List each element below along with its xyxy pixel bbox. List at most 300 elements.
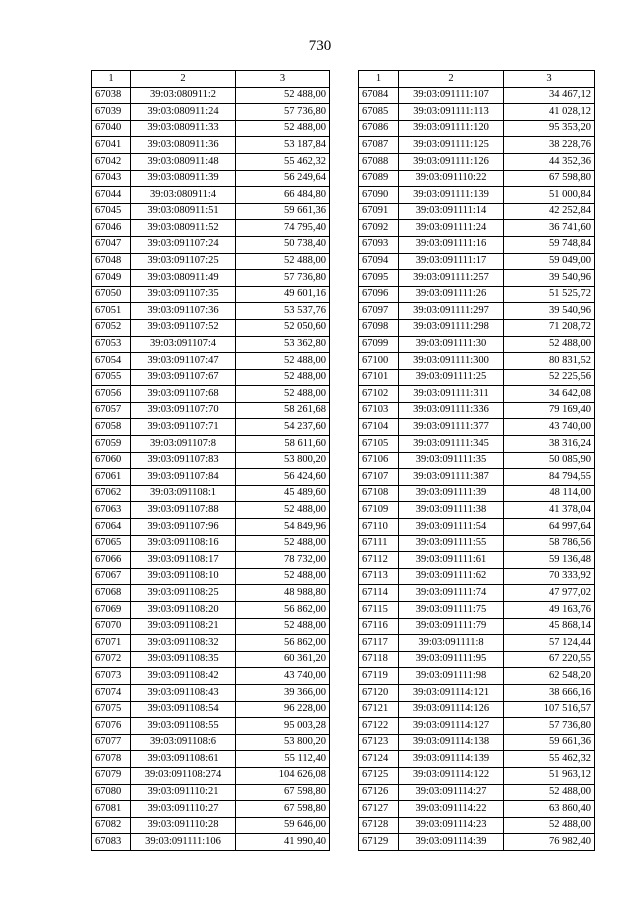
table-row xyxy=(92,751,330,768)
row-number-cell: 67103 xyxy=(359,402,399,419)
row-number-cell: 67058 xyxy=(92,419,131,436)
table-row xyxy=(92,369,330,386)
row-number-cell: 67076 xyxy=(92,718,131,735)
table-row xyxy=(359,286,595,303)
value-cell: 39 540,96 xyxy=(504,303,595,320)
cadastral-number-cell: 39:03:091114:126 xyxy=(399,701,504,718)
row-number-cell: 67080 xyxy=(92,784,131,801)
table-row xyxy=(92,386,330,403)
table-row xyxy=(359,485,595,502)
row-number-cell: 67049 xyxy=(92,270,131,287)
row-number-cell: 67108 xyxy=(359,485,399,502)
cadastral-number-cell: 39:03:080911:24 xyxy=(131,104,236,121)
cadastral-number-cell: 39:03:091107:35 xyxy=(131,286,236,303)
row-number-cell: 67127 xyxy=(359,801,399,818)
table-row xyxy=(359,137,595,154)
cadastral-number-cell: 39:03:091111:54 xyxy=(399,519,504,536)
row-number-cell: 67124 xyxy=(359,751,399,768)
table-row xyxy=(92,137,330,154)
table-row xyxy=(359,651,595,668)
value-cell: 66 484,80 xyxy=(236,187,330,204)
cadastral-number-cell: 39:03:091111:113 xyxy=(399,104,504,121)
cadastral-number-cell: 39:03:091107:67 xyxy=(131,369,236,386)
table-row xyxy=(92,303,330,320)
table-row xyxy=(92,535,330,552)
cadastral-number-cell: 39:03:091111:17 xyxy=(399,253,504,270)
value-cell: 50 738,40 xyxy=(236,236,330,253)
cadastral-number-cell: 39:03:091107:25 xyxy=(131,253,236,270)
table-row xyxy=(92,270,330,287)
value-cell: 52 050,60 xyxy=(236,319,330,336)
cadastral-number-cell: 39:03:091111:24 xyxy=(399,220,504,237)
table-row xyxy=(92,502,330,519)
cadastral-number-cell: 39:03:091114:122 xyxy=(399,767,504,784)
table-row xyxy=(359,353,595,370)
row-number-cell: 67112 xyxy=(359,552,399,569)
table-row xyxy=(359,303,595,320)
row-number-cell: 67114 xyxy=(359,585,399,602)
table-row xyxy=(92,236,330,253)
value-cell: 49 601,16 xyxy=(236,286,330,303)
value-cell: 52 488,00 xyxy=(504,336,595,353)
table-row xyxy=(359,668,595,685)
value-cell: 51 000,84 xyxy=(504,187,595,204)
table-row xyxy=(92,635,330,652)
row-number-cell: 67107 xyxy=(359,469,399,486)
cadastral-number-cell: 39:03:091114:27 xyxy=(399,784,504,801)
table-row xyxy=(92,402,330,419)
value-cell: 39 540,96 xyxy=(504,270,595,287)
cadastral-number-cell: 39:03:091111:75 xyxy=(399,602,504,619)
value-cell: 96 228,00 xyxy=(236,701,330,718)
value-cell: 56 249,64 xyxy=(236,170,330,187)
cadastral-number-cell: 39:03:091114:39 xyxy=(399,834,504,851)
table-row xyxy=(92,203,330,220)
row-number-cell: 67045 xyxy=(92,203,131,220)
table-row xyxy=(92,319,330,336)
value-cell: 34 642,08 xyxy=(504,386,595,403)
cadastral-number-cell: 39:03:091114:138 xyxy=(399,734,504,751)
row-number-cell: 67129 xyxy=(359,834,399,851)
cadastral-number-cell: 39:03:080911:52 xyxy=(131,220,236,237)
row-number-cell: 67064 xyxy=(92,519,131,536)
table-row xyxy=(92,734,330,751)
value-cell: 74 795,40 xyxy=(236,220,330,237)
table-row xyxy=(359,568,595,585)
row-number-cell: 67109 xyxy=(359,502,399,519)
table-row xyxy=(92,817,330,834)
table-row xyxy=(92,801,330,818)
value-cell: 57 736,80 xyxy=(236,270,330,287)
table-row xyxy=(359,751,595,768)
cadastral-number-cell: 39:03:091107:68 xyxy=(131,386,236,403)
cadastral-number-cell: 39:03:091111:120 xyxy=(399,120,504,137)
value-cell: 39 366,00 xyxy=(236,684,330,701)
value-cell: 104 626,08 xyxy=(236,767,330,784)
row-number-cell: 67047 xyxy=(92,236,131,253)
table-row xyxy=(92,353,330,370)
cadastral-number-cell: 39:03:091108:1 xyxy=(131,485,236,502)
cadastral-number-cell: 39:03:091107:84 xyxy=(131,469,236,486)
cadastral-number-cell: 39:03:091110:27 xyxy=(131,801,236,818)
row-number-cell: 67122 xyxy=(359,718,399,735)
value-cell: 38 666,16 xyxy=(504,684,595,701)
table-row xyxy=(359,270,595,287)
cadastral-number-cell: 39:03:091107:52 xyxy=(131,319,236,336)
cadastral-number-cell: 39:03:091108:61 xyxy=(131,751,236,768)
row-number-cell: 67088 xyxy=(359,153,399,170)
cadastral-number-cell: 39:03:091107:88 xyxy=(131,502,236,519)
cadastral-number-cell: 39:03:091108:274 xyxy=(131,767,236,784)
table-row xyxy=(92,286,330,303)
value-cell: 53 187,84 xyxy=(236,137,330,154)
value-cell: 80 831,52 xyxy=(504,353,595,370)
value-cell: 67 598,80 xyxy=(504,170,595,187)
table-row xyxy=(359,502,595,519)
table-row xyxy=(359,170,595,187)
column-header-1: 1 xyxy=(92,71,131,88)
cadastral-number-cell: 39:03:091107:47 xyxy=(131,353,236,370)
value-cell: 55 462,32 xyxy=(504,751,595,768)
table-row xyxy=(359,535,595,552)
table-row xyxy=(359,635,595,652)
value-cell: 52 488,00 xyxy=(504,784,595,801)
table-row xyxy=(92,668,330,685)
row-number-cell: 67105 xyxy=(359,436,399,453)
row-number-cell: 67101 xyxy=(359,369,399,386)
row-number-cell: 67106 xyxy=(359,452,399,469)
table-row xyxy=(359,618,595,635)
table-row xyxy=(359,519,595,536)
cadastral-number-cell: 39:03:091107:4 xyxy=(131,336,236,353)
cadastral-number-cell: 39:03:080911:49 xyxy=(131,270,236,287)
value-cell: 59 049,00 xyxy=(504,253,595,270)
cadastral-number-cell: 39:03:091110:21 xyxy=(131,784,236,801)
row-number-cell: 67094 xyxy=(359,253,399,270)
cadastral-number-cell: 39:03:091108:17 xyxy=(131,552,236,569)
table-row xyxy=(92,651,330,668)
value-cell: 55 112,40 xyxy=(236,751,330,768)
row-number-cell: 67126 xyxy=(359,784,399,801)
value-cell: 95 353,20 xyxy=(504,120,595,137)
table-row xyxy=(359,801,595,818)
value-cell: 45 489,60 xyxy=(236,485,330,502)
row-number-cell: 67041 xyxy=(92,137,131,154)
value-cell: 52 488,00 xyxy=(236,535,330,552)
table-row xyxy=(359,386,595,403)
row-number-cell: 67062 xyxy=(92,485,131,502)
value-cell: 52 488,00 xyxy=(236,618,330,635)
cadastral-number-cell: 39:03:080911:48 xyxy=(131,153,236,170)
row-number-cell: 67071 xyxy=(92,635,131,652)
value-cell: 52 488,00 xyxy=(504,817,595,834)
cadastral-number-cell: 39:03:091111:55 xyxy=(399,535,504,552)
row-number-cell: 67110 xyxy=(359,519,399,536)
row-number-cell: 67083 xyxy=(92,834,131,851)
row-number-cell: 67111 xyxy=(359,535,399,552)
row-number-cell: 67120 xyxy=(359,684,399,701)
table-row xyxy=(359,187,595,204)
cadastral-number-cell: 39:03:091111:35 xyxy=(399,452,504,469)
cadastral-number-cell: 39:03:091111:107 xyxy=(399,87,504,104)
cadastral-number-cell: 39:03:091110:22 xyxy=(399,170,504,187)
cadastral-number-cell: 39:03:091111:74 xyxy=(399,585,504,602)
table-row xyxy=(92,485,330,502)
cadastral-number-cell: 39:03:080911:33 xyxy=(131,120,236,137)
value-cell: 67 598,80 xyxy=(236,784,330,801)
table-row xyxy=(92,120,330,137)
cadastral-number-cell: 39:03:091111:297 xyxy=(399,303,504,320)
cadastral-number-cell: 39:03:091114:139 xyxy=(399,751,504,768)
cadastral-number-cell: 39:03:091111:16 xyxy=(399,236,504,253)
cadastral-number-cell: 39:03:091111:8 xyxy=(399,635,504,652)
page-number: 730 xyxy=(308,38,332,54)
cadastral-number-cell: 39:03:091111:126 xyxy=(399,153,504,170)
value-cell: 59 646,00 xyxy=(236,817,330,834)
table-row xyxy=(359,469,595,486)
table-row xyxy=(359,253,595,270)
table-row xyxy=(359,718,595,735)
row-number-cell: 67077 xyxy=(92,734,131,751)
cadastral-number-cell: 39:03:080911:2 xyxy=(131,87,236,104)
value-cell: 57 124,44 xyxy=(504,635,595,652)
cadastral-number-cell: 39:03:091111:61 xyxy=(399,552,504,569)
value-cell: 57 736,80 xyxy=(504,718,595,735)
table-row xyxy=(359,369,595,386)
cadastral-number-cell: 39:03:091111:139 xyxy=(399,187,504,204)
value-cell: 53 800,20 xyxy=(236,452,330,469)
data-table-right xyxy=(358,70,595,851)
value-cell: 53 362,80 xyxy=(236,336,330,353)
value-cell: 59 661,36 xyxy=(236,203,330,220)
value-cell: 51 963,12 xyxy=(504,767,595,784)
row-number-cell: 67061 xyxy=(92,469,131,486)
column-header-1: 1 xyxy=(359,71,399,88)
row-number-cell: 67068 xyxy=(92,585,131,602)
row-number-cell: 67060 xyxy=(92,452,131,469)
row-number-cell: 67092 xyxy=(359,220,399,237)
cadastral-number-cell: 39:03:091111:14 xyxy=(399,203,504,220)
table-row xyxy=(92,153,330,170)
value-cell: 52 488,00 xyxy=(236,253,330,270)
cadastral-number-cell: 39:03:080911:36 xyxy=(131,137,236,154)
cadastral-number-cell: 39:03:091111:345 xyxy=(399,436,504,453)
value-cell: 67 220,55 xyxy=(504,651,595,668)
table-row xyxy=(359,153,595,170)
table-row xyxy=(359,236,595,253)
row-number-cell: 67065 xyxy=(92,535,131,552)
column-header-2: 2 xyxy=(399,71,504,88)
value-cell: 52 488,00 xyxy=(236,386,330,403)
row-number-cell: 67096 xyxy=(359,286,399,303)
value-cell: 57 736,80 xyxy=(236,104,330,121)
cadastral-number-cell: 39:03:091114:121 xyxy=(399,684,504,701)
cadastral-number-cell: 39:03:091111:62 xyxy=(399,568,504,585)
row-number-cell: 67100 xyxy=(359,353,399,370)
table-row xyxy=(92,602,330,619)
table-row xyxy=(92,436,330,453)
row-number-cell: 67048 xyxy=(92,253,131,270)
value-cell: 43 740,00 xyxy=(504,419,595,436)
row-number-cell: 67090 xyxy=(359,187,399,204)
data-table-left xyxy=(91,70,330,851)
value-cell: 47 977,02 xyxy=(504,585,595,602)
cadastral-number-cell: 39:03:091107:36 xyxy=(131,303,236,320)
table-row xyxy=(92,784,330,801)
table-row xyxy=(92,253,330,270)
row-number-cell: 67053 xyxy=(92,336,131,353)
table-row xyxy=(359,402,595,419)
row-number-cell: 67118 xyxy=(359,651,399,668)
row-number-cell: 67084 xyxy=(359,87,399,104)
value-cell: 84 794,55 xyxy=(504,469,595,486)
value-cell: 41 990,40 xyxy=(236,834,330,851)
value-cell: 58 261,68 xyxy=(236,402,330,419)
row-number-cell: 67095 xyxy=(359,270,399,287)
cadastral-number-cell: 39:03:080911:39 xyxy=(131,170,236,187)
column-header-3: 3 xyxy=(236,71,330,88)
value-cell: 52 488,00 xyxy=(236,369,330,386)
table-row xyxy=(359,684,595,701)
table-row xyxy=(359,419,595,436)
cadastral-number-cell: 39:03:091111:300 xyxy=(399,353,504,370)
row-number-cell: 67099 xyxy=(359,336,399,353)
cadastral-number-cell: 39:03:091111:30 xyxy=(399,336,504,353)
table-row xyxy=(92,187,330,204)
table-row xyxy=(359,784,595,801)
table-row xyxy=(92,104,330,121)
value-cell: 59 748,84 xyxy=(504,236,595,253)
row-number-cell: 67104 xyxy=(359,419,399,436)
row-number-cell: 67081 xyxy=(92,801,131,818)
table-row xyxy=(359,817,595,834)
table-row xyxy=(359,220,595,237)
row-number-cell: 67116 xyxy=(359,618,399,635)
row-number-cell: 67067 xyxy=(92,568,131,585)
row-number-cell: 67039 xyxy=(92,104,131,121)
value-cell: 41 028,12 xyxy=(504,104,595,121)
value-cell: 36 741,60 xyxy=(504,220,595,237)
row-number-cell: 67089 xyxy=(359,170,399,187)
value-cell: 62 548,20 xyxy=(504,668,595,685)
row-number-cell: 67052 xyxy=(92,319,131,336)
row-number-cell: 67040 xyxy=(92,120,131,137)
cadastral-number-cell: 39:03:091110:28 xyxy=(131,817,236,834)
table-row xyxy=(359,120,595,137)
value-cell: 49 163,76 xyxy=(504,602,595,619)
cadastral-number-cell: 39:03:091107:71 xyxy=(131,419,236,436)
table-row xyxy=(92,585,330,602)
value-cell: 79 169,40 xyxy=(504,402,595,419)
cadastral-number-cell: 39:03:091107:83 xyxy=(131,452,236,469)
value-cell: 63 860,40 xyxy=(504,801,595,818)
row-number-cell: 67078 xyxy=(92,751,131,768)
value-cell: 48 988,80 xyxy=(236,585,330,602)
table-row xyxy=(92,684,330,701)
cadastral-number-cell: 39:03:091108:20 xyxy=(131,602,236,619)
value-cell: 58 611,60 xyxy=(236,436,330,453)
row-number-cell: 67115 xyxy=(359,602,399,619)
cadastral-number-cell: 39:03:091114:22 xyxy=(399,801,504,818)
cadastral-number-cell: 39:03:091111:106 xyxy=(131,834,236,851)
cadastral-number-cell: 39:03:091111:387 xyxy=(399,469,504,486)
value-cell: 53 537,76 xyxy=(236,303,330,320)
value-cell: 59 136,48 xyxy=(504,552,595,569)
cadastral-number-cell: 39:03:091107:8 xyxy=(131,436,236,453)
row-number-cell: 67059 xyxy=(92,436,131,453)
value-cell: 95 003,28 xyxy=(236,718,330,735)
value-cell: 52 488,00 xyxy=(236,568,330,585)
value-cell: 71 208,72 xyxy=(504,319,595,336)
value-cell: 52 488,00 xyxy=(236,353,330,370)
table-row xyxy=(92,336,330,353)
cadastral-number-cell: 39:03:091111:98 xyxy=(399,668,504,685)
column-header-2: 2 xyxy=(131,71,236,88)
table-row xyxy=(359,319,595,336)
value-cell: 45 868,14 xyxy=(504,618,595,635)
cadastral-number-cell: 39:03:091107:24 xyxy=(131,236,236,253)
row-number-cell: 67054 xyxy=(92,353,131,370)
row-number-cell: 67072 xyxy=(92,651,131,668)
cadastral-number-cell: 39:03:091111:125 xyxy=(399,137,504,154)
cadastral-number-cell: 39:03:091111:257 xyxy=(399,270,504,287)
value-cell: 56 862,00 xyxy=(236,602,330,619)
cadastral-number-cell: 39:03:091108:10 xyxy=(131,568,236,585)
row-number-cell: 67063 xyxy=(92,502,131,519)
row-number-cell: 67087 xyxy=(359,137,399,154)
value-cell: 41 378,04 xyxy=(504,502,595,519)
value-cell: 42 252,84 xyxy=(504,203,595,220)
cadastral-number-cell: 39:03:091111:26 xyxy=(399,286,504,303)
row-number-cell: 67125 xyxy=(359,767,399,784)
value-cell: 50 085,90 xyxy=(504,452,595,469)
cadastral-number-cell: 39:03:091111:298 xyxy=(399,319,504,336)
table-row xyxy=(92,452,330,469)
row-number-cell: 67042 xyxy=(92,153,131,170)
cadastral-number-cell: 39:03:091114:23 xyxy=(399,817,504,834)
table-row xyxy=(359,585,595,602)
cadastral-number-cell: 39:03:091111:95 xyxy=(399,651,504,668)
value-cell: 70 333,92 xyxy=(504,568,595,585)
cadastral-number-cell: 39:03:091108:42 xyxy=(131,668,236,685)
row-number-cell: 67046 xyxy=(92,220,131,237)
table-header-row xyxy=(92,71,330,88)
cadastral-number-cell: 39:03:091108:16 xyxy=(131,535,236,552)
value-cell: 44 352,36 xyxy=(504,153,595,170)
table-row xyxy=(92,469,330,486)
value-cell: 51 525,72 xyxy=(504,286,595,303)
row-number-cell: 67121 xyxy=(359,701,399,718)
value-cell: 53 800,20 xyxy=(236,734,330,751)
table-row xyxy=(359,203,595,220)
table-row xyxy=(92,834,330,851)
table-row xyxy=(92,718,330,735)
row-number-cell: 67044 xyxy=(92,187,131,204)
row-number-cell: 67086 xyxy=(359,120,399,137)
row-number-cell: 67055 xyxy=(92,369,131,386)
table-row xyxy=(359,834,595,851)
row-number-cell: 67056 xyxy=(92,386,131,403)
value-cell: 34 467,12 xyxy=(504,87,595,104)
row-number-cell: 67085 xyxy=(359,104,399,121)
value-cell: 54 237,60 xyxy=(236,419,330,436)
value-cell: 43 740,00 xyxy=(236,668,330,685)
cadastral-number-cell: 39:03:091111:38 xyxy=(399,502,504,519)
row-number-cell: 67102 xyxy=(359,386,399,403)
cadastral-number-cell: 39:03:091108:6 xyxy=(131,734,236,751)
row-number-cell: 67074 xyxy=(92,684,131,701)
value-cell: 107 516,57 xyxy=(504,701,595,718)
